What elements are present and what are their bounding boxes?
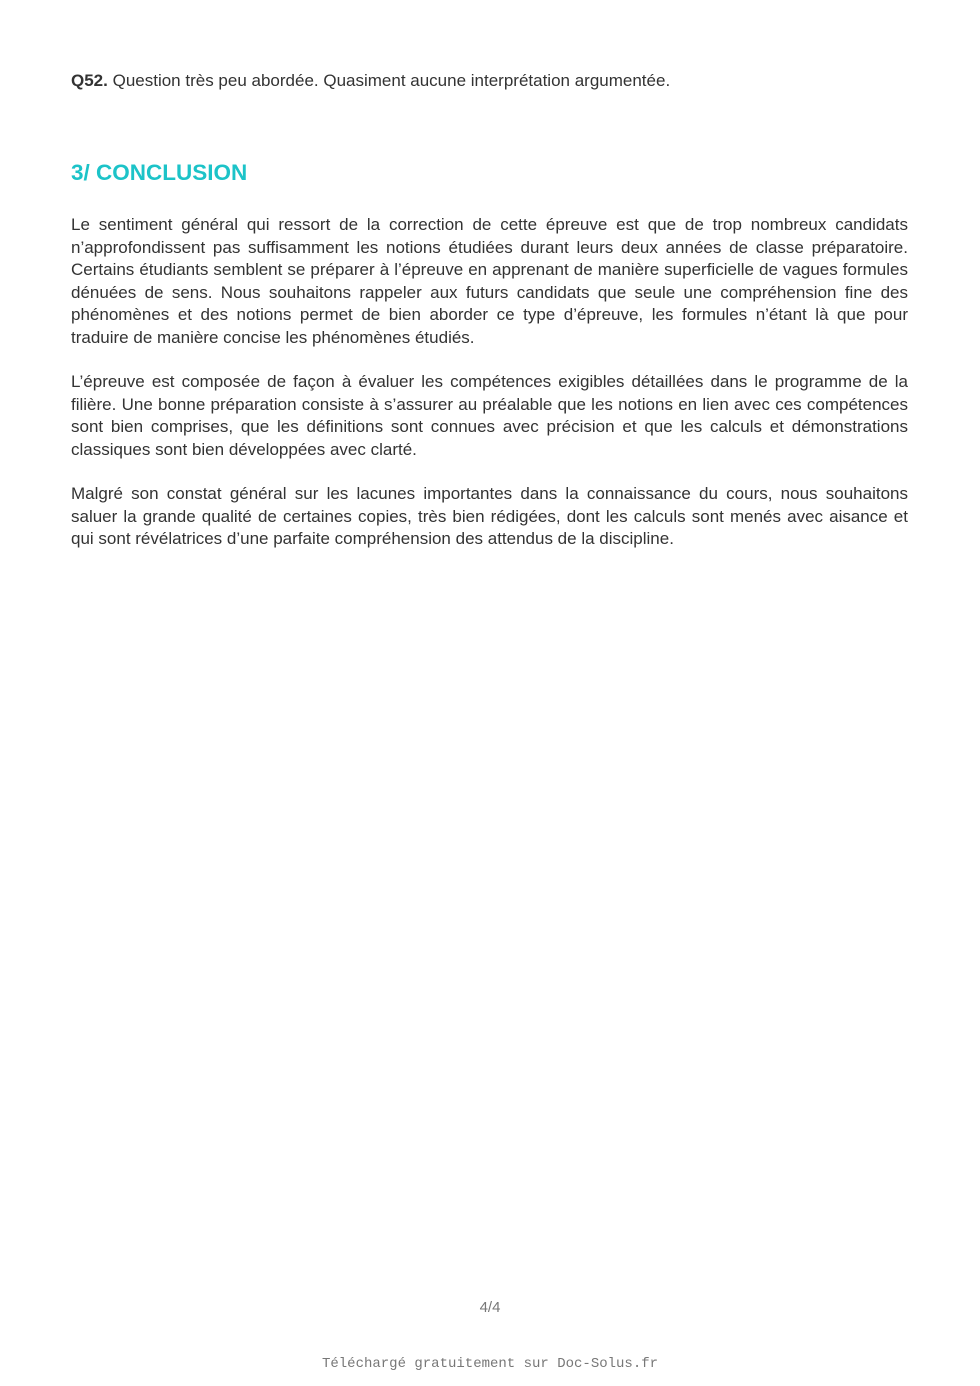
page-number: 4/4 [479,1299,501,1316]
paragraph: L’épreuve est composée de façon à évaluer les compétences exigibles détaillées dans le programme de la filière. Une bonne préparation consiste à s’assurer au préalable que les notions en lien avec ces compétences sont bien comprises, que les définitions sont connues avec précision et que les calculs et démonstrations classiques sont bien développées avec clarté. [71,372,908,459]
question-text: Question très peu abordée. Quasiment aucune interprétation argumentée. [112,71,671,90]
section-title: 3/ CONCLUSION [71,160,248,185]
download-footer: Téléchargé gratuitement sur Doc-Solus.fr [321,1356,659,1372]
paragraph: Le sentiment général qui ressort de la correction de cette épreuve est que de trop nombreux candidats n’approfondissent pas suffisamment les notions étudiées durant leurs deux années de classe préparatoire. Certains étudiants semblent se préparer à l’épreuve en apprenant de manière superficielle de vagues formules dénuées de sens. Nous souhaitons rappeler aux futurs candidats que seule une compréhension fine des phénomènes et des notions permet de bien aborder ce type d’épreuve, les formules n’étant là que pour traduire de manière concise les phénomènes étudiés. [71,215,908,347]
paragraph: Malgré son constat général sur les lacunes importantes dans la connaissance du cours, nous souhaitons saluer la grande qualité de certaines copies, très bien rédigées, dont les calculs sont menés avec aisance et qui sont révélatrices d’une parfaite compréhension des attendus de la discipline. [71,484,908,548]
conclusion-body [71,214,908,573]
question-remark [71,71,670,91]
question-label: Q52. [71,71,108,90]
